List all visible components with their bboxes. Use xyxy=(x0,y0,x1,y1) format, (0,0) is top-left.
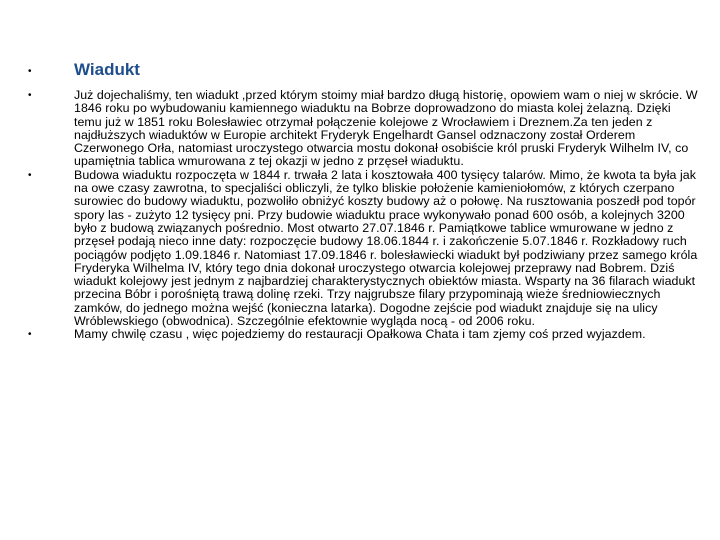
bullet-item-construction xyxy=(28,169,700,329)
bullet-item-history xyxy=(28,89,700,169)
bullet-item-title xyxy=(28,60,700,80)
bullet-icon: • xyxy=(28,329,32,341)
slide-title: Wiadukt xyxy=(74,60,140,79)
bullet-icon: • xyxy=(28,90,32,101)
bullet-item-restaurant xyxy=(28,328,700,341)
bullet-icon: • xyxy=(28,66,32,77)
bullet-icon: • xyxy=(28,169,32,181)
paragraph-construction: Budowa wiaduktu rozpoczęta w 1844 r. trwała 2 lata i kosztowała 400 tysięcy talarów. Mimo, że kwota ta była jak na owe czasy zawrotna, to specjaliści obliczyli, że tylko bliskie położenie kamieniołomów, z których czerpano surowiec do budowy wiaduktu, pozwoliło obniżyć koszty budowy aż o połowę. Na rusztowania poszedł pod topór spory las - zużyto 12 tysięcy pni. Przy budowie wiaduktu prace wykonywało ponad 600 osób, a kolejnych 3200 było z budową związanych pośrednio. Most otwarto 27.07.1846 r. Pamiątkowe tablice wmurowane w jedno z przęseł podają nieco inne daty: rozpoczęcie budowy 18.06.1844 r. i zakończenie 5.07.1846 r. Rozkładowy ruch pociągów podjęto 1.09.1846 r. Natomiast 17.09.1846 r. bolesławiecki wiadukt był podziwiany przez samego króla Fryderyka Wilhelma IV, który tego dnia dokonał uroczystego otwarcia kolejowej przeprawy nad Bobrem. Dziś wiadukt kolejowy jest jednym z najbardziej charakterystycznych obiektów miasta. Wsparty na 36 filarach wiadukt przecina Bóbr i porośniętą trawą dolinę rzeki. Trzy najgrubsze filary przypominają wieże średniowiecznych zamków, do jednego można wejść (konieczna latarka). Dogodne zejście pod wiadukt znajduje się na ulicy Wróblewskiego (obwodnica). Szczególnie efektownie wygląda nocą - od 2006 roku. xyxy=(74,167,698,329)
paragraph-history: Już dojechaliśmy, ten wiadukt ,przed którym stoimy miał bardzo długą historię, opowiem wam o niej w skrócie. W 1846 roku po wybudowaniu kamiennego wiaduktu na Bobrze doprowadzono do miasta kolej żelazną. Dzięki temu już w 1851 roku Bolesławiec otrzymał połączenie kolejowe z Wrocławiem i Dreznem.Za ten jeden z najdłuższych wiaduktów w Europie architekt Fryderyk Engelhardt Gansel odznaczony został Orderem Czerwonego Orła, natomiast uroczystego otwarcia mostu dokonał osobiście król pruski Fryderyk Wilhelm IV, co upamiętnia tablica wmurowana z tej okazji w jedno z przęseł wiaduktu. xyxy=(74,88,698,169)
paragraph-restaurant: Mamy chwilę czasu , więc pojedziemy do restauracji Opałkowa Chata i tam zjemy coś przed wyjazdem. xyxy=(74,327,646,342)
bullet-list xyxy=(28,60,700,342)
